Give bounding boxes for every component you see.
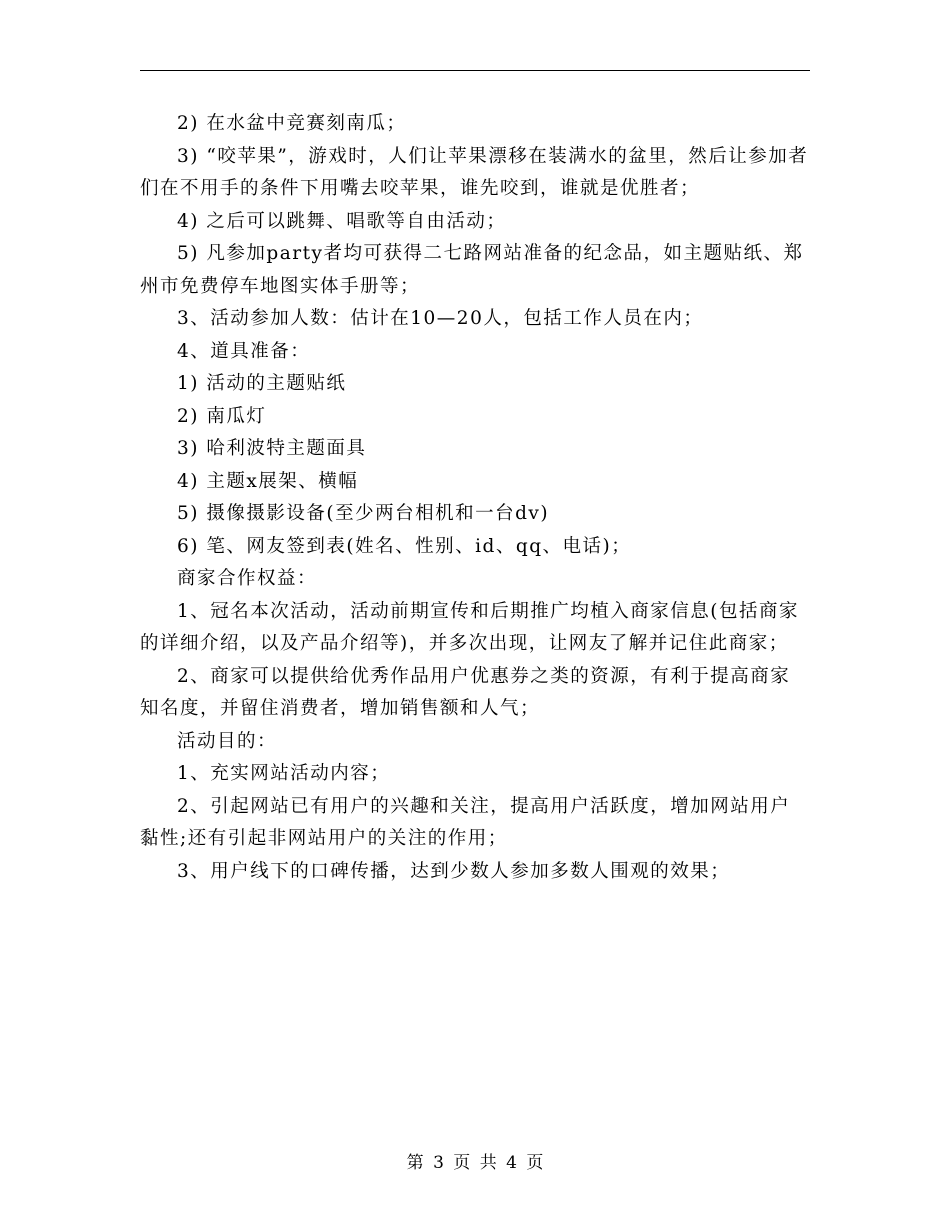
paragraph: 活动目的： [177,730,278,752]
paragraph: 1、充实网站活动内容； [177,763,391,784]
paragraph: 4、道具准备： [177,340,311,362]
document-body [140,108,810,888]
paragraph: 3、活动参加人数：估计在10—20人，包括工作人员在内； [177,308,704,329]
paragraph: 2) 南瓜灯 [177,405,267,427]
paragraph: 商家合作权益： [177,568,318,589]
paragraph: 1、冠名本次活动，活动前期宣传和后期推广均植入商家信息(包括商家的详细介绍，以及产品介绍等)，并多次出现，让网友了解并记住此商家； [140,600,799,654]
paragraph: 5) 凡参加party者均可获得二七路网站准备的纪念品，如主题贴纸、郑州市免费停车地图实体手册等； [140,243,804,297]
paragraph: 3) “咬苹果”，游戏时，人们让苹果漂移在装满水的盆里，然后让参加者们在不用手的条件下用嘴去咬苹果，谁先咬到，谁就是优胜者； [140,145,809,199]
paragraph: 4) 主题x展架、横幅 [177,470,359,492]
paragraph: 2、引起网站已有用户的兴趣和关注，提高用户活跃度，增加网站用户黏性;还有引起非网站用户的关注的作用； [140,795,791,849]
paragraph: 5) 摄像摄影设备(至少两台相机和一台dv) [177,503,550,524]
paragraph: 1) 活动的主题贴纸 [177,373,347,394]
paragraph: 6) 笔、网友签到表(姓名、性别、id、qq、电话)； [177,535,632,557]
paragraph: 2、商家可以提供给优秀作品用户优惠券之类的资源，有利于提高商家知名度，并留住消费者，增加销售额和人气； [140,665,791,719]
header-rule [140,70,810,71]
paragraph: 4) 之后可以跳舞、唱歌等自由活动； [177,210,507,232]
paragraph: 2) 在水盆中竞赛刻南瓜； [177,113,407,134]
paragraph: 3) 哈利波特主题面具 [177,438,367,459]
paragraph: 3、用户线下的口碑传播，达到少数人参加多数人围观的效果； [177,860,731,882]
page-number-footer: 第 3 页 共 4 页 [406,1153,544,1173]
